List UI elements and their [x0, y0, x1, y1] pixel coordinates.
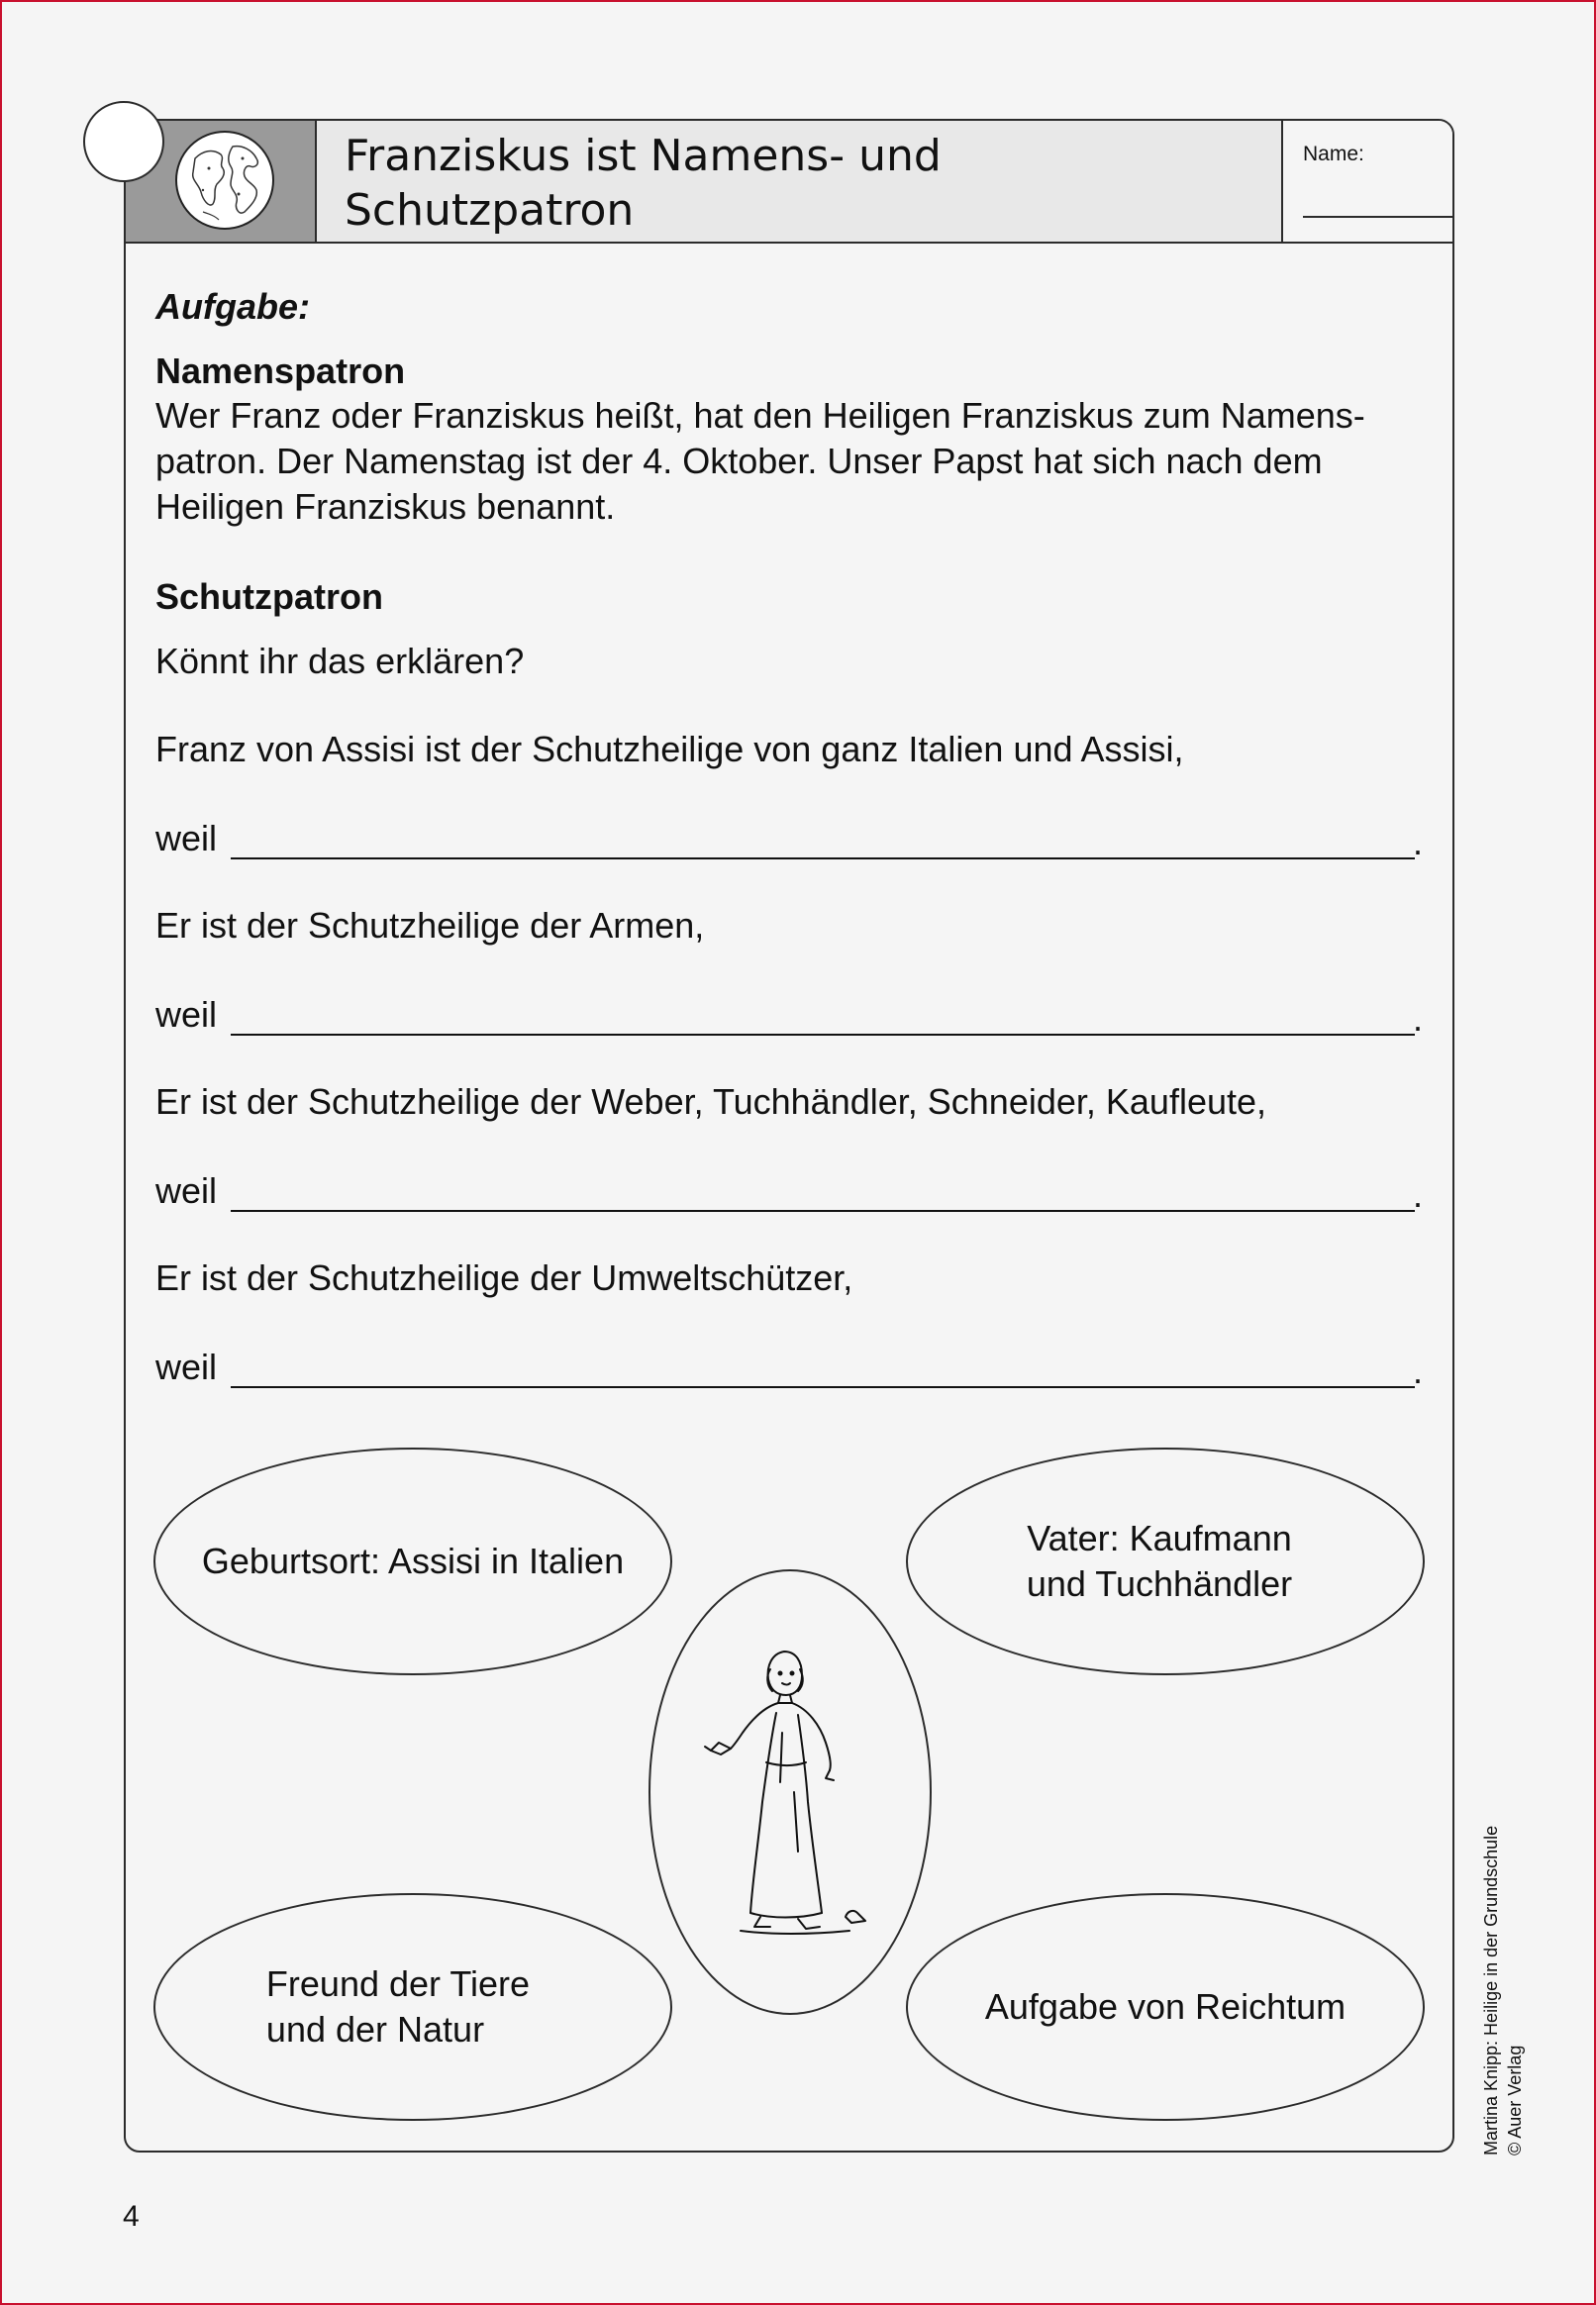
statement-3: Er ist der Schutzheilige der Weber, Tuchhändler, Schneider, Kaufleute, [155, 1081, 1267, 1122]
answer-line-1[interactable] [231, 857, 1415, 859]
clue-text: Aufgabe von Reichtum [984, 1986, 1347, 2027]
worksheet-header [126, 121, 1452, 244]
section-heading-namenspatron: Namenspatron [155, 351, 406, 391]
clue-text: Freund der Tiere und der Natur [265, 1963, 531, 2050]
period: . [1413, 998, 1424, 1039]
worksheet-title [345, 129, 1236, 238]
answer-row-4 [155, 1345, 1423, 1394]
clue-birthplace [153, 1448, 672, 1675]
paragraph-text: Wer Franz oder Franziskus heißt, hat den Heiligen Franziskus zum Namens- patron. Der Namenstag ist der 4. Oktober. Unser Papst hat sich nach dem Heiligen Franziskus benannt. [155, 395, 1365, 527]
clue-wealth [906, 1893, 1425, 2121]
clue-animals-nature [153, 1893, 672, 2121]
clue-text: Vater: Kaufmann und Tuchhändler [1026, 1518, 1293, 1604]
weil-label: weil [155, 1347, 218, 1387]
name-label: Name: [1303, 143, 1364, 165]
answer-row-2 [155, 992, 1423, 1042]
weil-label: weil [155, 818, 218, 858]
statement-4: Er ist der Schutzheilige der Umweltschützer, [155, 1257, 853, 1298]
weil-label: weil [155, 1170, 218, 1211]
answer-line-3[interactable] [231, 1210, 1415, 1212]
corner-circle [83, 101, 164, 182]
copyright-credit [1479, 1826, 1527, 2155]
statement-1: Franz von Assisi ist der Schutzheilige von ganz Italien und Assisi, [155, 729, 1184, 769]
period: . [1413, 1174, 1424, 1215]
saint-francis-illustration [681, 1634, 899, 1951]
title-block [317, 121, 1281, 242]
weil-label: weil [155, 994, 218, 1035]
section-heading-schutzpatron: Schutzpatron [155, 576, 383, 617]
clue-father [906, 1448, 1425, 1675]
globe-icon [173, 129, 276, 232]
answer-line-4[interactable] [231, 1386, 1415, 1388]
name-field-block [1281, 121, 1454, 242]
task-label: Aufgabe: [155, 286, 310, 327]
credit-line-2: © Auer Verlag [1505, 2045, 1525, 2155]
credit-line-1: Martina Knipp: Heilige in der Grundschule [1481, 1825, 1501, 2155]
clue-text: Geburtsort: Assisi in Italien [201, 1541, 625, 1581]
answer-row-3 [155, 1168, 1423, 1218]
name-field[interactable] [1303, 216, 1454, 218]
namenspatron-paragraph [155, 393, 1443, 530]
question-text: Könnt ihr das erklären? [155, 641, 525, 681]
period: . [1413, 822, 1424, 862]
title-line-2: Schutzpatron [345, 185, 635, 236]
title-line-1: Franziskus ist Namens- und [345, 131, 942, 181]
answer-line-2[interactable] [231, 1034, 1415, 1036]
answer-row-1 [155, 816, 1423, 865]
period: . [1413, 1351, 1424, 1391]
page-number: 4 [123, 2200, 140, 2233]
statement-2: Er ist der Schutzheilige der Armen, [155, 905, 705, 946]
saint-portrait-frame [648, 1569, 932, 2015]
